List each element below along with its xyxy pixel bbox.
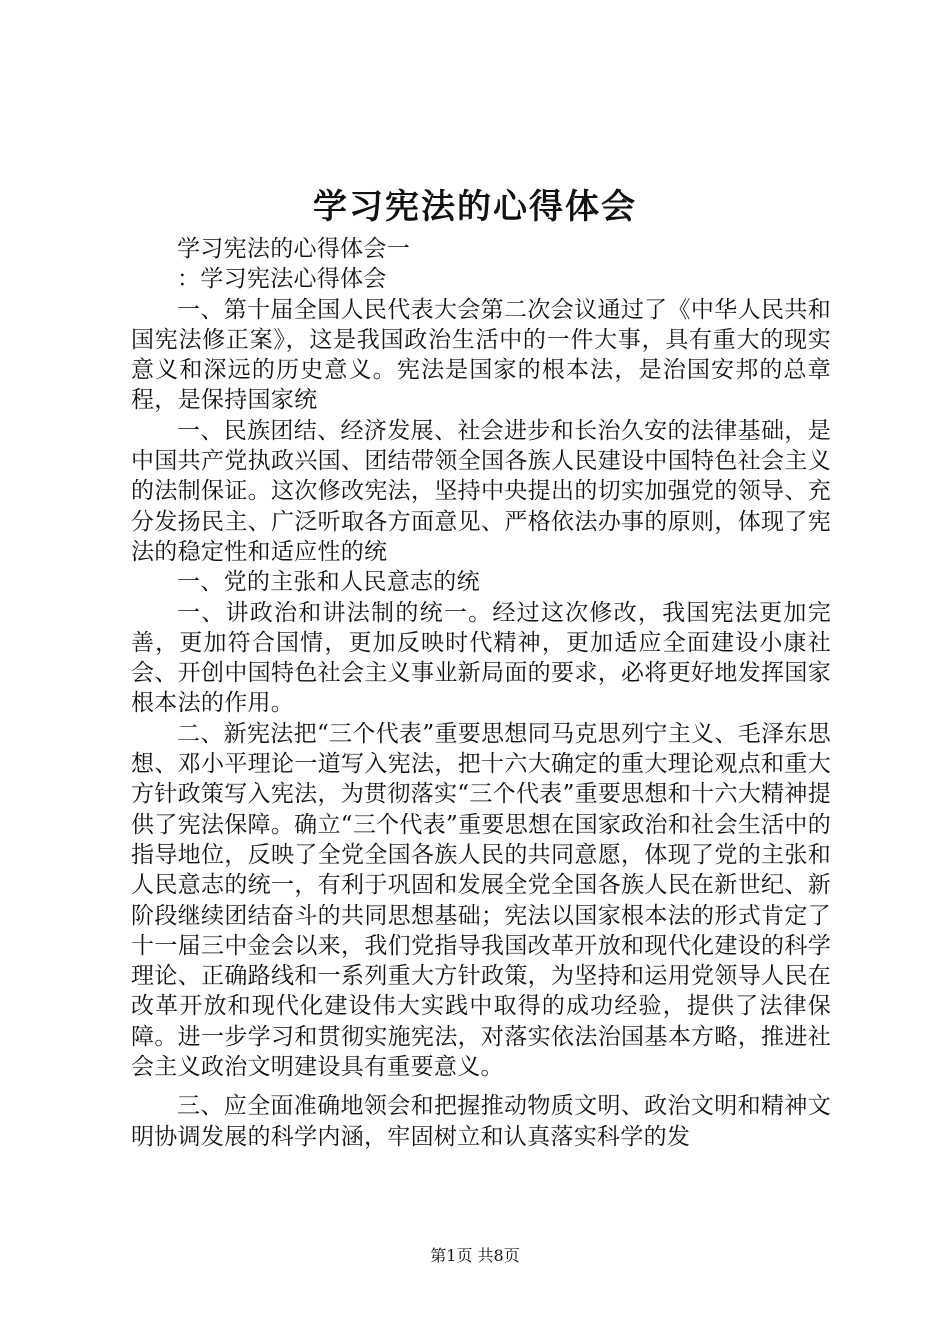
paragraph-2: ：学习宪法心得体会: [177, 266, 387, 293]
paragraph-5: 一、党的主张和人民意志的统: [177, 569, 480, 596]
paragraph-3: 一、第十届全国人民代表大会第二次会议通过了《中华人民共和国宪法修正案》，这是我国政治生活中的一件大事，具有重大的现实意义和深远的历史意义。宪法是国家的根本法，是治国安邦的总章程，是保持国家统: [131, 296, 831, 414]
paragraph-6: 一、讲政治和讲法制的统一。经过这次修改，我国宪法更加完善，更加符合国情，更加反映时代精神，更加适应全面建设小康社会、开创中国特色社会主义事业新局面的要求，必将更好地发挥国家根本法的作用。: [131, 599, 831, 717]
paragraph-1: 学习宪法的心得体会一: [177, 236, 410, 262]
paragraph-8: 三、应全面准确地领会和把握推动物质文明、政治文明和精神文明协调发展的科学内涵，牢固树立和认真落实科学的发: [131, 1093, 831, 1150]
paragraph-7: 二、新宪法把“三个代表”重要思想同马克思列宁主义、毛泽东思想、邓小平理论一道写入宪法，把十六大确定的重大理论观点和重大方针政策写入宪法，为贯彻落实“三个代表”重要思想和十六大精神提供了宪法保障。确立“三个代表”重要思想在国家政治和社会生活中的指导地位，反映了全党全国各族人民的共同意愿，体现了党的主张和人民意志的统一，有利于巩固和发展全党全国各族人民在新世纪、新阶段继续团结奋斗的共同思想基础；宪法以国家根本法的形式肯定了十一届三中金会以来，我们党指导我国改革开放和现代化建设的科学理论、正确路线和一系列重大方针政策，为坚持和运用党领导人民在改革开放和现代化建设伟大实践中取得的成功经验，提供了法律保障。进一步学习和贯彻实施宪法，对落实依法治国基本方略，推进社会主义政治文明建设具有重要意义。: [131, 720, 831, 1081]
page-footer: 第1页 共8页: [430, 1246, 520, 1265]
paragraph-4: 一、民族团结、经济发展、社会进步和长治久安的法律基础，是中国共产党执政兴国、团结带领全国各族人民建设中国特色社会主义的法制保证。这次修改宪法，坚持中央提出的切实加强党的领导、充分发扬民主、广泛听取各方面意见、严格依法办事的原则，体现了宪法的稳定性和适应性的统: [131, 417, 831, 565]
page-title: 学习宪法的心得体会: [313, 187, 637, 227]
document-body: [131, 234, 831, 1152]
